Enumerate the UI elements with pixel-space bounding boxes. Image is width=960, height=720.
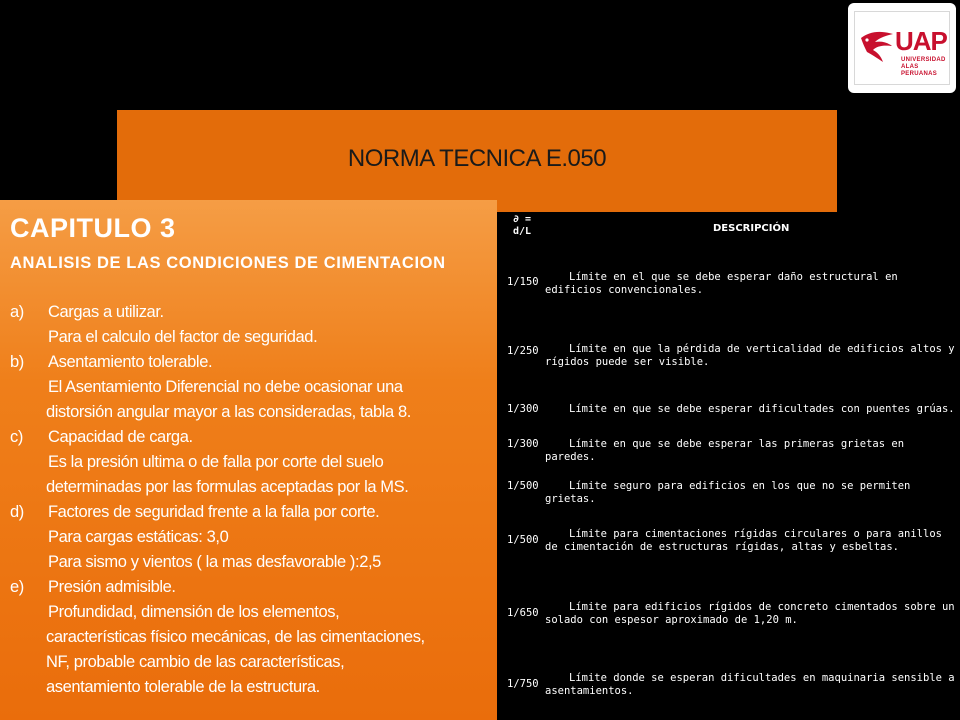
list-item-text: Cargas a utilizar. bbox=[48, 303, 164, 321]
ratio-cell: 1/250 bbox=[507, 345, 539, 357]
chapter-line bbox=[10, 428, 193, 447]
description-cell: Límite en que la pérdida de verticalidad de edificios altos y rígidos puede ser visible. bbox=[545, 343, 955, 368]
ratio-cell: 1/750 bbox=[507, 678, 539, 690]
chapter-line bbox=[10, 503, 379, 522]
list-item-text: Para cargas estáticas: 3,0 bbox=[48, 528, 229, 546]
chapter-line bbox=[10, 353, 212, 372]
list-item-text: distorsión angular mayor a las consideradas, tabla 8. bbox=[46, 403, 411, 421]
description-cell: Límite en que se debe esperar dificultades con puentes grúas. bbox=[569, 403, 955, 415]
list-item-text: Asentamiento tolerable. bbox=[48, 353, 213, 371]
list-item-text: Factores de seguridad frente a la falla por corte. bbox=[48, 503, 380, 521]
chapter-line bbox=[10, 578, 176, 597]
distortion-table bbox=[497, 212, 960, 720]
ratio-cell: 1/500 bbox=[507, 534, 539, 546]
chapter-line bbox=[48, 378, 403, 397]
description-cell: Límite seguro para edificios en los que no se permiten grietas. bbox=[545, 480, 911, 505]
ratio-cell: 1/650 bbox=[507, 607, 539, 619]
list-item-text: determinadas por las formulas aceptadas por la MS. bbox=[46, 478, 409, 496]
list-item-text: Es la presión ultima o de falla por corte del suelo bbox=[48, 453, 384, 471]
condor-icon bbox=[859, 26, 897, 66]
university-logo bbox=[848, 3, 956, 93]
logo-line-2: ALAS PERUANAS bbox=[901, 64, 938, 77]
chapter-line bbox=[10, 303, 164, 322]
chapter-line bbox=[46, 628, 425, 647]
list-marker: a) bbox=[10, 303, 24, 321]
description-cell: Límite en que se debe esperar las primeras grietas en paredes. bbox=[545, 438, 905, 463]
chapter-panel bbox=[0, 200, 497, 720]
logo-frame bbox=[854, 11, 950, 85]
chapter-line bbox=[48, 603, 339, 622]
ratio-cell: 1/300 bbox=[507, 438, 539, 450]
description-cell: Límite en el que se debe esperar daño estructural en edificios convencionales. bbox=[545, 271, 898, 296]
list-item-text: El Asentamiento Diferencial no debe ocasionar una bbox=[48, 378, 403, 396]
description-cell: Límite para edificios rígidos de concreto cimentados sobre un solado con espesor aproximado de 1,20 m. bbox=[545, 601, 955, 626]
list-marker: b) bbox=[10, 353, 24, 371]
list-item-text: Para sismo y vientos ( la mas desfavorable ):2,5 bbox=[48, 553, 381, 571]
ratio-header-label: d/L bbox=[512, 226, 532, 237]
chapter-line bbox=[46, 478, 408, 497]
ratio-header-symbol: ∂ = bbox=[512, 214, 532, 225]
list-item-text: Para el calculo del factor de seguridad. bbox=[48, 328, 318, 346]
chapter-title: CAPITULO 3 bbox=[10, 213, 176, 243]
chapter-line bbox=[48, 528, 228, 547]
slide-title: NORMA TECNICA E.050 bbox=[347, 145, 607, 172]
list-item-text: Profundidad, dimensión de los elementos, bbox=[48, 603, 340, 621]
list-item-text: Capacidad de carga. bbox=[48, 428, 193, 446]
list-marker: d) bbox=[10, 503, 24, 521]
ratio-cell: 1/300 bbox=[507, 403, 539, 415]
chapter-line bbox=[46, 653, 344, 672]
chapter-line bbox=[48, 328, 317, 347]
list-item-text: asentamiento tolerable de la estructura. bbox=[46, 678, 320, 696]
description-cell: Límite donde se esperan dificultades en maquinaria sensible a asentamientos. bbox=[545, 672, 955, 697]
chapter-line bbox=[48, 453, 383, 472]
list-marker: e) bbox=[10, 578, 24, 596]
list-marker: c) bbox=[10, 428, 23, 446]
list-item-text: características físico mecánicas, de las cimentaciones, bbox=[46, 628, 425, 646]
list-item-text: Presión admisible. bbox=[48, 578, 176, 596]
description-column-header: DESCRIPCIÓN bbox=[713, 223, 790, 234]
ratio-cell: 1/500 bbox=[507, 480, 539, 492]
ratio-cell: 1/150 bbox=[507, 276, 539, 288]
chapter-subtitle: ANALISIS DE LAS CONDICIONES DE CIMENTACION bbox=[10, 254, 446, 272]
chapter-line bbox=[46, 403, 411, 422]
chapter-line bbox=[48, 553, 381, 572]
logo-line-1: UNIVERSIDAD bbox=[901, 57, 946, 63]
description-cell: Límite para cimentaciones rígidas circulares o para anillos de cimentación de estructuras rígidas, altas y esbeltas. bbox=[545, 528, 942, 553]
list-item-text: NF, probable cambio de las características, bbox=[46, 653, 345, 671]
logo-wordmark: UAP bbox=[895, 26, 947, 56]
ratio-column-header bbox=[497, 214, 547, 238]
chapter-line bbox=[46, 678, 320, 697]
title-band bbox=[117, 110, 837, 212]
